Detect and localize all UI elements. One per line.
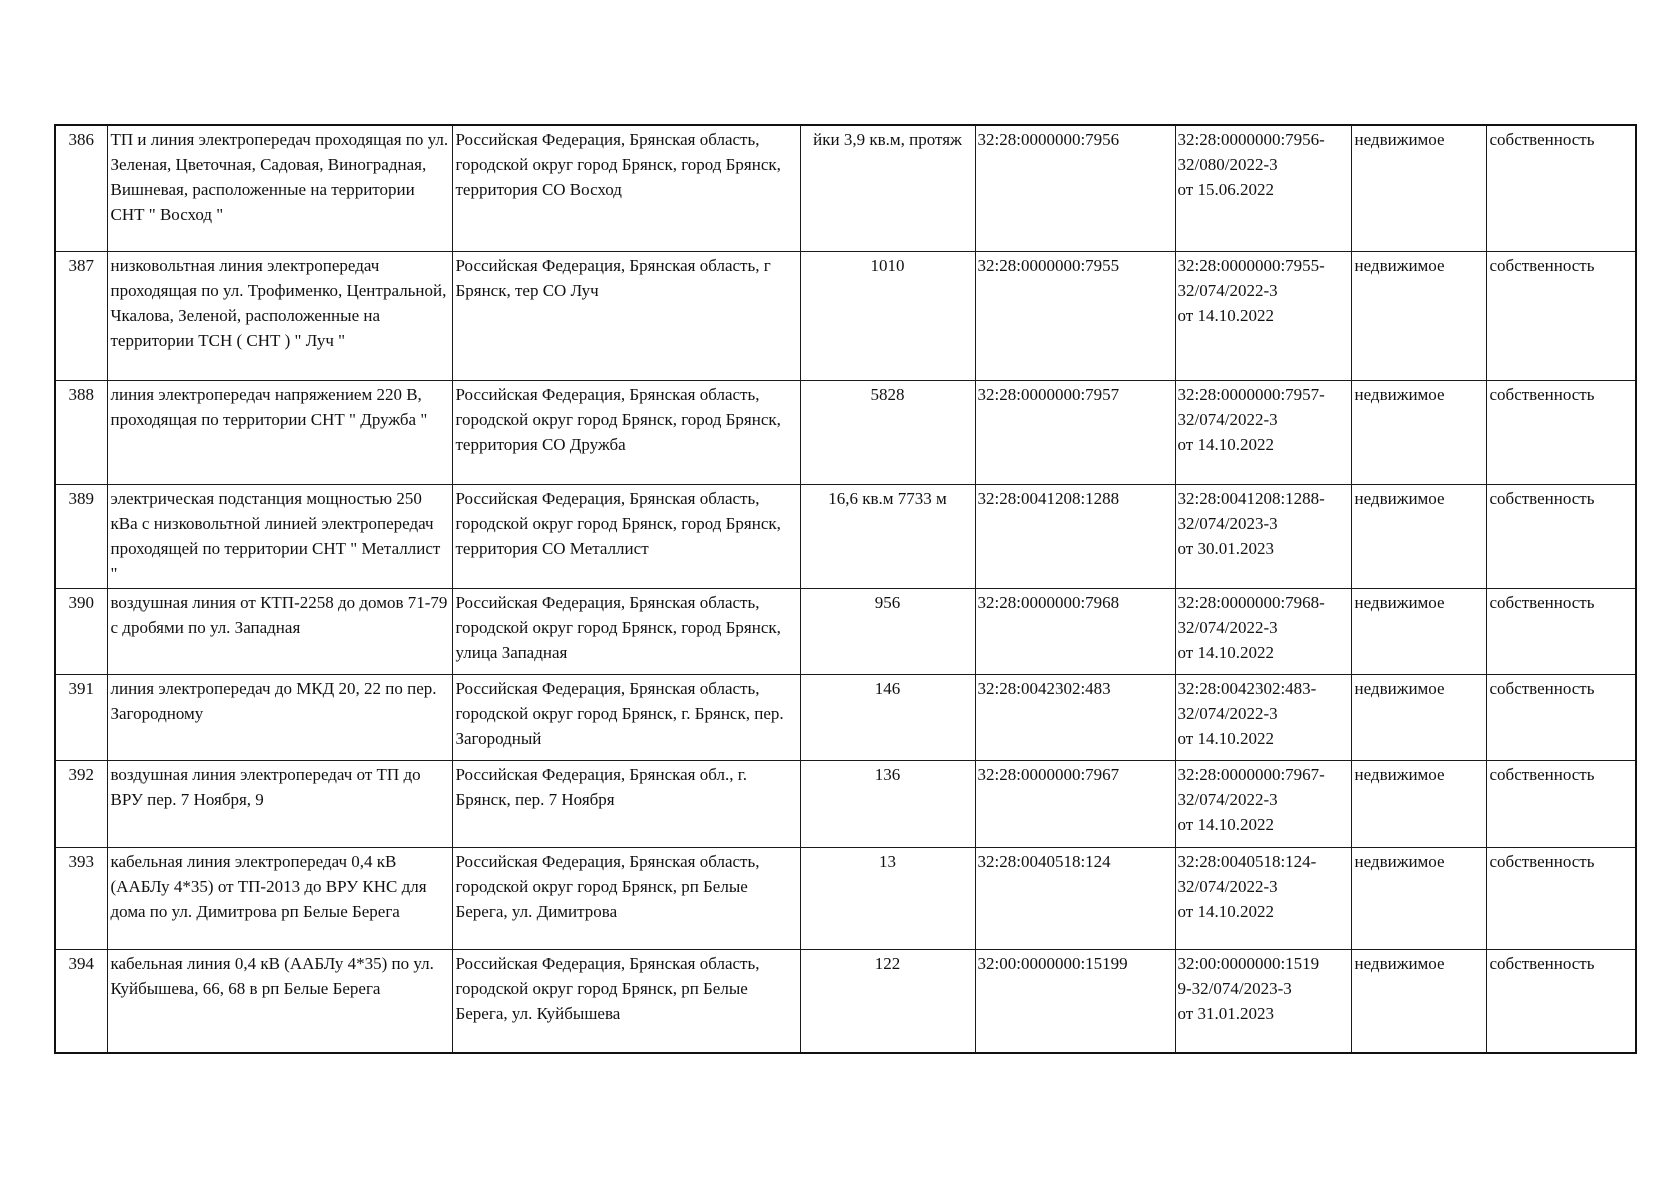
object-area: 13 — [800, 847, 975, 949]
table-row — [55, 847, 1636, 949]
registration-date: от 15.06.2022 — [1177, 180, 1274, 199]
row-number: 390 — [55, 588, 107, 674]
cadastral-number: 32:28:0000000:7957 — [975, 380, 1175, 484]
registration-number-part2: 32/074/2022-3 — [1177, 280, 1278, 300]
object-area: 956 — [800, 588, 975, 674]
table-row — [55, 760, 1636, 847]
object-address: Российская Федерация, Брянская область, городской округ город Брянск, рп Белые Берега, ул. Димитрова — [452, 847, 800, 949]
cadastral-number: 32:28:0041208:1288 — [975, 484, 1175, 588]
registration-date: от 14.10.2022 — [1177, 728, 1274, 748]
right-type: собственность — [1486, 949, 1636, 1053]
object-name: воздушная линия от КТП-2258 до домов 71-79 с дробями по ул. Западная — [107, 588, 452, 674]
registration-record — [1175, 760, 1351, 847]
object-name: линия электропередач до МКД 20, 22 по пер. Загородному — [107, 674, 452, 760]
registration-date: от 14.10.2022 — [1177, 901, 1274, 921]
object-area: 136 — [800, 760, 975, 847]
object-address: Российская Федерация, Брянская область, г Брянск, тер СО Луч — [452, 251, 800, 380]
property-type: недвижимое — [1351, 588, 1486, 674]
registration-number-part2: 32/074/2022-3 — [1177, 409, 1278, 429]
registration-number-part1: 32:28:0000000:7967- — [1177, 764, 1325, 784]
cadastral-number: 32:00:0000000:15199 — [975, 949, 1175, 1053]
registration-number-part1: 32:28:0000000:7968- — [1177, 592, 1325, 612]
cadastral-number: 32:28:0000000:7956 — [975, 125, 1175, 251]
cadastral-number: 32:28:0000000:7955 — [975, 251, 1175, 380]
registration-number-part2: 32/074/2022-3 — [1177, 789, 1278, 809]
registration-record — [1175, 380, 1351, 484]
registration-date: от 30.01.2023 — [1177, 538, 1274, 558]
right-type: собственность — [1486, 125, 1636, 251]
registration-number-part2: 32/074/2022-3 — [1177, 617, 1278, 637]
registration-date: от 14.10.2022 — [1177, 642, 1274, 662]
cadastral-number: 32:28:0000000:7967 — [975, 760, 1175, 847]
registration-record — [1175, 251, 1351, 380]
right-type: собственность — [1486, 674, 1636, 760]
registration-date: от 14.10.2022 — [1177, 434, 1274, 454]
object-address: Российская Федерация, Брянская область, городской округ город Брянск, город Брянск, территория СО Дружба — [452, 380, 800, 484]
table-row — [55, 588, 1636, 674]
property-type: недвижимое — [1351, 949, 1486, 1053]
object-name: воздушная линия электропередач от ТП до ВРУ пер. 7 Ноября, 9 — [107, 760, 452, 847]
object-area: 122 — [800, 949, 975, 1053]
row-number: 392 — [55, 760, 107, 847]
registration-number-part1: 32:28:0040518:124- — [1177, 851, 1317, 871]
object-name: кабельная линия 0,4 кВ (ААБЛу 4*35) по ул. Куйбышева, 66, 68 в рп Белые Берега — [107, 949, 452, 1053]
registration-record — [1175, 674, 1351, 760]
registration-date: от 31.01.2023 — [1177, 1003, 1274, 1023]
registration-record — [1175, 847, 1351, 949]
table-row — [55, 674, 1636, 760]
row-number: 391 — [55, 674, 107, 760]
registration-number-part2: 32/080/2022-3 — [1177, 155, 1278, 174]
table-row — [55, 251, 1636, 380]
registration-number-part2: 9-32/074/2023-3 — [1177, 978, 1292, 998]
table-row — [55, 380, 1636, 484]
object-address: Российская Федерация, Брянская область, городской округ город Брянск, город Брянск, улица Западная — [452, 588, 800, 674]
row-number: 393 — [55, 847, 107, 949]
right-type: собственность — [1486, 251, 1636, 380]
cadastral-number: 32:28:0042302:483 — [975, 674, 1175, 760]
cadastral-number: 32:28:0040518:124 — [975, 847, 1175, 949]
registration-number-part1: 32:28:0000000:7955- — [1177, 255, 1325, 275]
right-type: собственность — [1486, 847, 1636, 949]
row-number: 387 — [55, 251, 107, 380]
right-type: собственность — [1486, 380, 1636, 484]
row-number: 386 — [55, 125, 107, 251]
property-registry-table — [54, 124, 1637, 1054]
table-row — [55, 125, 1636, 251]
property-type: недвижимое — [1351, 380, 1486, 484]
row-number: 388 — [55, 380, 107, 484]
object-address: Российская Федерация, Брянская область, городской округ город Брянск, рп Белые Берега, ул. Куйбышева — [452, 949, 800, 1053]
registration-number-part1: 32:28:0042302:483- — [1177, 678, 1317, 698]
cadastral-number: 32:28:0000000:7968 — [975, 588, 1175, 674]
registration-record — [1175, 125, 1351, 251]
object-name: кабельная линия электропередач 0,4 кВ (ААБЛу 4*35) от ТП-2013 до ВРУ КНС для дома по ул. Димитрова рп Белые Берега — [107, 847, 452, 949]
property-type: недвижимое — [1351, 674, 1486, 760]
property-type: недвижимое — [1351, 251, 1486, 380]
table-row — [55, 949, 1636, 1053]
registration-number-part2: 32/074/2023-3 — [1177, 513, 1278, 533]
object-area: 1010 — [800, 251, 975, 380]
property-type: недвижимое — [1351, 125, 1486, 251]
property-type: недвижимое — [1351, 847, 1486, 949]
object-name: линия электропередач напряжением 220 В, проходящая по территории СНТ " Дружба " — [107, 380, 452, 484]
registration-number-part1: 32:28:0000000:7956- — [1177, 130, 1325, 149]
right-type: собственность — [1486, 484, 1636, 588]
registration-number-part1: 32:00:0000000:1519 — [1177, 953, 1320, 973]
object-area: йки 3,9 кв.м, протяж — [800, 125, 975, 251]
row-number: 394 — [55, 949, 107, 1053]
registration-record — [1175, 949, 1351, 1053]
registration-record — [1175, 484, 1351, 588]
object-address: Российская Федерация, Брянская область, городской округ город Брянск, город Брянск, территория СО Восход — [452, 125, 800, 251]
object-area: 16,6 кв.м 7733 м — [800, 484, 975, 588]
object-area: 5828 — [800, 380, 975, 484]
property-type: недвижимое — [1351, 760, 1486, 847]
table-row — [55, 484, 1636, 588]
registration-number-part2: 32/074/2022-3 — [1177, 703, 1278, 723]
right-type: собственность — [1486, 760, 1636, 847]
registration-number-part1: 32:28:0041208:1288- — [1177, 488, 1325, 508]
registration-number-part2: 32/074/2022-3 — [1177, 876, 1278, 896]
registration-date: от 14.10.2022 — [1177, 305, 1274, 325]
object-address: Российская Федерация, Брянская область, городской округ город Брянск, город Брянск, территория СО Металлист — [452, 484, 800, 588]
object-address: Российская Федерация, Брянская область, городской округ город Брянск, г. Брянск, пер. Загородный — [452, 674, 800, 760]
object-address: Российская Федерация, Брянская обл., г. Брянск, пер. 7 Ноября — [452, 760, 800, 847]
object-area: 146 — [800, 674, 975, 760]
registration-record — [1175, 588, 1351, 674]
object-name: электрическая подстанция мощностью 250 кВа с низковольтной линией электропередач проходящей по территории СНТ " Металлист " — [107, 484, 452, 588]
object-name: низковольтная линия электропередач проходящая по ул. Трофименко, Центральной, Чкалова, Зеленой, расположенные на территории ТСН ( СНТ ) " Луч " — [107, 251, 452, 380]
row-number: 389 — [55, 484, 107, 588]
object-name: ТП и линия электропередач проходящая по ул. Зеленая, Цветочная, Садовая, Виноградная, Вишневая, расположенные на территории СНТ " Восход " — [107, 125, 452, 251]
registry-rows — [55, 125, 1636, 1053]
right-type: собственность — [1486, 588, 1636, 674]
registration-date: от 14.10.2022 — [1177, 814, 1274, 834]
property-type: недвижимое — [1351, 484, 1486, 588]
registration-number-part1: 32:28:0000000:7957- — [1177, 384, 1325, 404]
